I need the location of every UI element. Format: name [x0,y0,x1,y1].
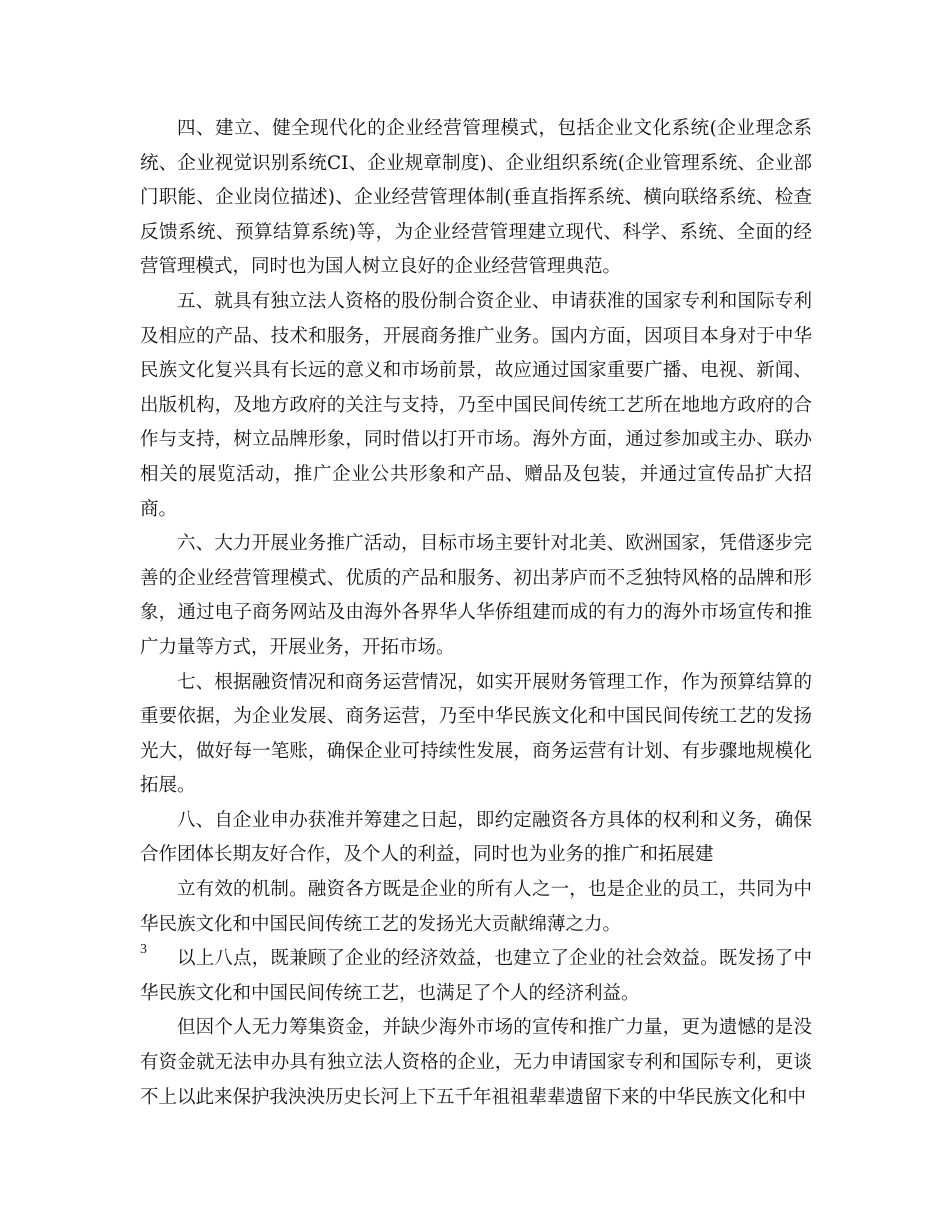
page-number: 3 [140,942,147,957]
paragraph-7: 七、根据融资情况和商务运营情况，如实开展财务管理工作，作为预算结算的重要依据，为企业发展、商务运营，乃至中华民族文化和中国民间传统工艺的发扬光大，做好每一笔账，确保企业可持续性发展，商务运营有计划、有步骤地规模化拓展。 [140,671,812,797]
paragraph-8: 八、自企业申办获准并筹建之日起，即约定融资各方具体的权利和义务，确保合作团体长期友好合作，及个人的利益，同时也为业务的推广和拓展建 [140,809,812,866]
paragraph-4: 四、建立、健全现代化的企业经营管理模式，包括企业文化系统(企业理念系统、企业视觉识别系统CI、企业规章制度)、企业组织系统(企业管理系统、企业部门职能、企业岗位描述)、企业经营管理体制(垂直指挥系统、横向联络系统、检查反馈系统、预算结算系统)等，为企业经营管理建立现代、科学、系统、全面的经营管理模式，同时也为国人树立良好的企业经营管理典范。 [140,118,812,278]
document-body [140,112,812,1115]
paragraph-8-continued: 立有效的机制。融资各方既是企业的所有人之一，也是企业的员工，共同为中华民族文化和中国民间传统工艺的发扬光大贡献绵薄之力。 [140,879,812,935]
paragraph-5: 五、就具有独立法人资格的股份制合资企业、申请获准的国家专利和国际专利及相应的产品、技术和服务，开展商务推广业务。国内方面，因项目本身对于中华民族文化复兴具有长远的意义和市场前景，故应通过国家重要广播、电视、新闻、出版机构，及地方政府的关注与支持，乃至中国民间传统工艺所在地地方政府的合作与支持，树立品牌形象，同时借以打开市场。海外方面，通过参加或主办、联办相关的展览活动，推广企业公共形象和产品、赠品及包装，并通过宣传品扩大招商。 [140,290,812,520]
paragraph-summary: 以上八点，既兼顾了企业的经济效益，也建立了企业的社会效益。既发扬了中华民族文化和中国民间传统工艺，也满足了个人的经济利益。 [140,948,812,1004]
paragraph-6: 六、大力开展业务推广活动，目标市场主要针对北美、欧洲国家，凭借逐步完善的企业经营管理模式、优质的产品和服务、初出茅庐而不乏独特风格的品牌和形象，通过电子商务网站及由海外各界华人华侨组建而成的有力的海外市场宣传和推广力量等方式，开展业务，开拓市场。 [140,533,812,658]
paragraph-conclusion: 但因个人无力筹集资金，并缺少海外市场的宣传和推广力量，更为遗憾的是没有资金就无法申办具有独立法人资格的企业，无力申请国家专利和国际专利，更谈不上以此来保护我泱泱历史长河上下五千年祖祖辈辈遗留下来的中华民族文化和中 [140,1017,812,1108]
